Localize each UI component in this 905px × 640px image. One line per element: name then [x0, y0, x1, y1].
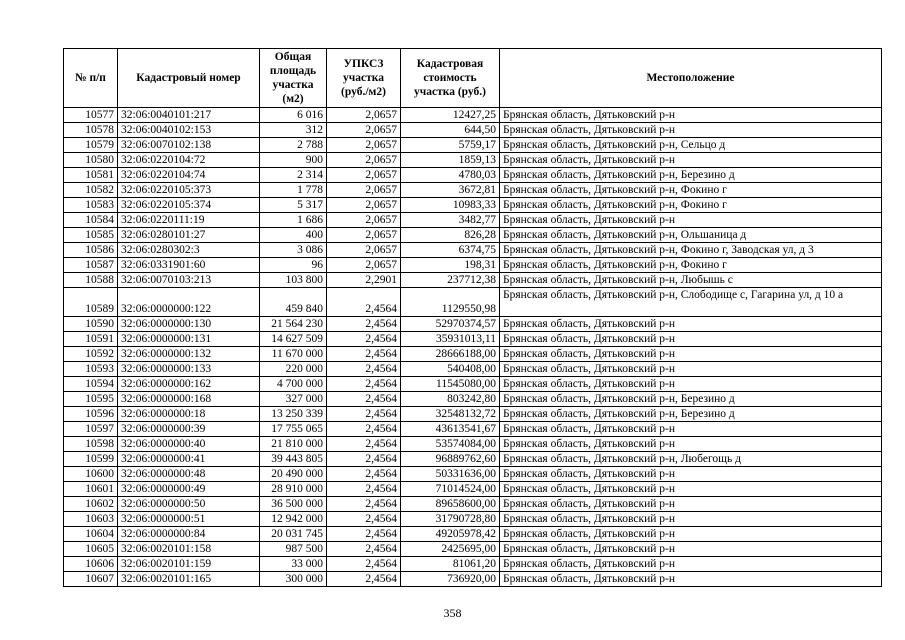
row-num-cell: 10601: [64, 482, 118, 497]
row-num-cell: 10589: [64, 288, 118, 317]
location-cell: Брянская область, Дятьковский р-н, Березино д: [500, 168, 882, 183]
row-num-cell: 10598: [64, 437, 118, 452]
cadastral-cost-cell: 35931013,11: [401, 332, 500, 347]
cadastral-number-cell: 32:06:0040101:217: [118, 108, 260, 123]
row-num-cell: 10593: [64, 362, 118, 377]
cadastral-number-cell: 32:06:0000000:122: [118, 288, 260, 317]
cadastral-cost-cell: 53574084,00: [401, 437, 500, 452]
location-cell: Брянская область, Дятьковский р-н: [500, 542, 882, 557]
area-cell: 13 250 339: [260, 407, 327, 422]
area-cell: 12 942 000: [260, 512, 327, 527]
table-row: [64, 482, 882, 497]
row-num-cell: 10578: [64, 123, 118, 138]
location-cell: Брянская область, Дятьковский р-н: [500, 213, 882, 228]
row-num-cell: 10579: [64, 138, 118, 153]
location-cell: Брянская область, Дятьковский р-н: [500, 482, 882, 497]
table-row: [64, 153, 882, 168]
area-cell: 300 000: [260, 572, 327, 587]
cadastral-number-cell: 32:06:0000000:131: [118, 332, 260, 347]
cadastral-cost-cell: 1129550,98: [401, 288, 500, 317]
cadastral-cost-cell: 644,50: [401, 123, 500, 138]
row-num-cell: 10600: [64, 467, 118, 482]
table-row: [64, 407, 882, 422]
upksz-cell: 2,4564: [327, 572, 401, 587]
location-cell: Брянская область, Дятьковский р-н, Березино д: [500, 407, 882, 422]
row-num-cell: 10592: [64, 347, 118, 362]
area-cell: 3 086: [260, 243, 327, 258]
table-row: [64, 228, 882, 243]
upksz-cell: 2,4564: [327, 332, 401, 347]
header-num: № п/п: [64, 49, 118, 108]
upksz-cell: 2,0657: [327, 243, 401, 258]
upksz-cell: 2,0657: [327, 228, 401, 243]
cadastral-cost-cell: 50331636,00: [401, 467, 500, 482]
cadastral-cost-cell: 31790728,80: [401, 512, 500, 527]
location-cell: Брянская область, Дятьковский р-н, Любегощь д: [500, 452, 882, 467]
cadastral-cost-cell: 1859,13: [401, 153, 500, 168]
row-num-cell: 10585: [64, 228, 118, 243]
location-cell: Брянская область, Дятьковский р-н: [500, 467, 882, 482]
upksz-cell: 2,0657: [327, 108, 401, 123]
cadastral-cost-cell: 540408,00: [401, 362, 500, 377]
cadastral-cost-cell: 52970374,57: [401, 317, 500, 332]
upksz-cell: 2,4564: [327, 392, 401, 407]
location-cell: Брянская область, Дятьковский р-н: [500, 512, 882, 527]
upksz-cell: 2,4564: [327, 407, 401, 422]
upksz-cell: 2,0657: [327, 153, 401, 168]
cadastral-number-cell: 32:06:0040102:153: [118, 123, 260, 138]
cadastral-cost-cell: 11545080,00: [401, 377, 500, 392]
location-cell: Брянская область, Дятьковский р-н, Любышь с: [500, 273, 882, 288]
upksz-cell: 2,0657: [327, 198, 401, 213]
cadastral-cost-cell: 96889762,60: [401, 452, 500, 467]
area-cell: 39 443 805: [260, 452, 327, 467]
area-cell: 900: [260, 153, 327, 168]
cadastral-table: [63, 48, 882, 587]
upksz-cell: 2,4564: [327, 362, 401, 377]
location-cell: Брянская область, Дятьковский р-н, Слободище с, Гагарина ул, д 10 а: [500, 288, 882, 317]
location-cell: Брянская область, Дятьковский р-н, Фокино г, Заводская ул, д 3: [500, 243, 882, 258]
cadastral-cost-cell: 198,31: [401, 258, 500, 273]
table-row: [64, 362, 882, 377]
table-row: [64, 377, 882, 392]
cadastral-cost-cell: 3672,81: [401, 183, 500, 198]
page-number: 358: [443, 606, 462, 620]
table-row: [64, 437, 882, 452]
row-num-cell: 10599: [64, 452, 118, 467]
header-location: Местоположение: [500, 49, 882, 108]
row-num-cell: 10591: [64, 332, 118, 347]
area-cell: 4 700 000: [260, 377, 327, 392]
cadastral-cost-cell: 5759,17: [401, 138, 500, 153]
cadastral-number-cell: 32:06:0020101:165: [118, 572, 260, 587]
area-cell: 36 500 000: [260, 497, 327, 512]
table-row: [64, 452, 882, 467]
cadastral-number-cell: 32:06:0220111:19: [118, 213, 260, 228]
upksz-cell: 2,0657: [327, 138, 401, 153]
upksz-cell: 2,2901: [327, 273, 401, 288]
area-cell: 33 000: [260, 557, 327, 572]
location-cell: Брянская область, Дятьковский р-н: [500, 153, 882, 168]
cadastral-cost-cell: 4780,03: [401, 168, 500, 183]
cadastral-number-cell: 32:06:0000000:132: [118, 347, 260, 362]
cadastral-cost-cell: 3482,77: [401, 213, 500, 228]
cadastral-number-cell: 32:06:0000000:41: [118, 452, 260, 467]
area-cell: 96: [260, 258, 327, 273]
location-cell: Брянская область, Дятьковский р-н: [500, 108, 882, 123]
cadastral-cost-cell: 803242,80: [401, 392, 500, 407]
area-cell: 21 810 000: [260, 437, 327, 452]
cadastral-number-cell: 32:06:0000000:40: [118, 437, 260, 452]
location-cell: Брянская область, Дятьковский р-н: [500, 527, 882, 542]
table-row: [64, 198, 882, 213]
location-cell: Брянская область, Дятьковский р-н, Фокино г: [500, 258, 882, 273]
cadastral-number-cell: 32:06:0000000:39: [118, 422, 260, 437]
area-cell: 312: [260, 123, 327, 138]
upksz-cell: 2,4564: [327, 482, 401, 497]
row-num-cell: 10595: [64, 392, 118, 407]
cadastral-number-cell: 32:06:0000000:84: [118, 527, 260, 542]
row-num-cell: 10602: [64, 497, 118, 512]
upksz-cell: 2,4564: [327, 288, 401, 317]
table-row: [64, 213, 882, 228]
table-row: [64, 512, 882, 527]
area-cell: 20 031 745: [260, 527, 327, 542]
table-row: [64, 572, 882, 587]
upksz-cell: 2,4564: [327, 527, 401, 542]
location-cell: Брянская область, Дятьковский р-н, Сельцо д: [500, 138, 882, 153]
upksz-cell: 2,4564: [327, 467, 401, 482]
table-row: [64, 273, 882, 288]
location-cell: Брянская область, Дятьковский р-н, Фокино г: [500, 183, 882, 198]
location-cell: Брянская область, Дятьковский р-н: [500, 497, 882, 512]
table-row: [64, 258, 882, 273]
upksz-cell: 2,4564: [327, 542, 401, 557]
area-cell: 1 686: [260, 213, 327, 228]
cadastral-cost-cell: 10983,33: [401, 198, 500, 213]
row-num-cell: 10597: [64, 422, 118, 437]
location-cell: Брянская область, Дятьковский р-н: [500, 123, 882, 138]
header-cadastral-number: Кадастровый номер: [118, 49, 260, 108]
table-row: [64, 317, 882, 332]
cadastral-cost-cell: 736920,00: [401, 572, 500, 587]
row-num-cell: 10587: [64, 258, 118, 273]
cadastral-cost-cell: 71014524,00: [401, 482, 500, 497]
table-row: [64, 288, 882, 317]
cadastral-number-cell: 32:06:0020101:158: [118, 542, 260, 557]
area-cell: 11 670 000: [260, 347, 327, 362]
row-num-cell: 10584: [64, 213, 118, 228]
location-cell: Брянская область, Дятьковский р-н: [500, 572, 882, 587]
upksz-cell: 2,4564: [327, 557, 401, 572]
cadastral-number-cell: 32:06:0280101:27: [118, 228, 260, 243]
area-cell: 459 840: [260, 288, 327, 317]
area-cell: 28 910 000: [260, 482, 327, 497]
area-cell: 987 500: [260, 542, 327, 557]
table-row: [64, 497, 882, 512]
location-cell: Брянская область, Дятьковский р-н: [500, 437, 882, 452]
row-num-cell: 10582: [64, 183, 118, 198]
cadastral-number-cell: 32:06:0000000:51: [118, 512, 260, 527]
location-cell: Брянская область, Дятьковский р-н, Ольшаница д: [500, 228, 882, 243]
upksz-cell: 2,4564: [327, 422, 401, 437]
area-cell: 14 627 509: [260, 332, 327, 347]
row-num-cell: 10605: [64, 542, 118, 557]
row-num-cell: 10581: [64, 168, 118, 183]
row-num-cell: 10577: [64, 108, 118, 123]
row-num-cell: 10583: [64, 198, 118, 213]
upksz-cell: 2,4564: [327, 497, 401, 512]
area-cell: 400: [260, 228, 327, 243]
area-cell: 20 490 000: [260, 467, 327, 482]
upksz-cell: 2,4564: [327, 437, 401, 452]
cadastral-cost-cell: 89658600,00: [401, 497, 500, 512]
cadastral-number-cell: 32:06:0000000:162: [118, 377, 260, 392]
table-row: [64, 138, 882, 153]
row-num-cell: 10580: [64, 153, 118, 168]
cadastral-number-cell: 32:06:0000000:133: [118, 362, 260, 377]
table-row: [64, 542, 882, 557]
upksz-cell: 2,0657: [327, 213, 401, 228]
location-cell: Брянская область, Дятьковский р-н, Фокино г: [500, 198, 882, 213]
cadastral-number-cell: 32:06:0220105:374: [118, 198, 260, 213]
cadastral-cost-cell: 2425695,00: [401, 542, 500, 557]
cadastral-number-cell: 32:06:0000000:130: [118, 317, 260, 332]
cadastral-cost-cell: 826,28: [401, 228, 500, 243]
cadastral-number-cell: 32:06:0220104:74: [118, 168, 260, 183]
area-cell: 2 788: [260, 138, 327, 153]
row-num-cell: 10604: [64, 527, 118, 542]
row-num-cell: 10607: [64, 572, 118, 587]
table-row: [64, 467, 882, 482]
row-num-cell: 10590: [64, 317, 118, 332]
area-cell: 5 317: [260, 198, 327, 213]
location-cell: Брянская область, Дятьковский р-н, Березино д: [500, 392, 882, 407]
cadastral-cost-cell: 12427,25: [401, 108, 500, 123]
area-cell: 21 564 230: [260, 317, 327, 332]
cadastral-number-cell: 32:06:0000000:49: [118, 482, 260, 497]
cadastral-cost-cell: 237712,38: [401, 273, 500, 288]
table-row: [64, 168, 882, 183]
upksz-cell: 2,4564: [327, 377, 401, 392]
row-num-cell: 10588: [64, 273, 118, 288]
upksz-cell: 2,0657: [327, 168, 401, 183]
location-cell: Брянская область, Дятьковский р-н: [500, 332, 882, 347]
table-header-row: [64, 49, 882, 108]
upksz-cell: 2,4564: [327, 317, 401, 332]
cadastral-cost-cell: 43613541,67: [401, 422, 500, 437]
row-num-cell: 10603: [64, 512, 118, 527]
table-row: [64, 347, 882, 362]
upksz-cell: 2,4564: [327, 452, 401, 467]
cadastral-number-cell: 32:06:0220105:373: [118, 183, 260, 198]
location-cell: Брянская область, Дятьковский р-н: [500, 377, 882, 392]
cadastral-number-cell: 32:06:0070103:213: [118, 273, 260, 288]
header-area: Общая площадь участка (м2): [260, 49, 327, 108]
location-cell: Брянская область, Дятьковский р-н: [500, 557, 882, 572]
table-row: [64, 243, 882, 258]
upksz-cell: 2,0657: [327, 183, 401, 198]
header-upksz: УПКСЗ участка (руб./м2): [327, 49, 401, 108]
cadastral-cost-cell: 6374,75: [401, 243, 500, 258]
table-row: [64, 557, 882, 572]
row-num-cell: 10606: [64, 557, 118, 572]
table-row: [64, 108, 882, 123]
table-row: [64, 123, 882, 138]
upksz-cell: 2,4564: [327, 347, 401, 362]
table-row: [64, 392, 882, 407]
row-num-cell: 10594: [64, 377, 118, 392]
cadastral-number-cell: 32:06:0331901:60: [118, 258, 260, 273]
location-cell: Брянская область, Дятьковский р-н: [500, 422, 882, 437]
cadastral-number-cell: 32:06:0020101:159: [118, 557, 260, 572]
cadastral-number-cell: 32:06:0000000:18: [118, 407, 260, 422]
area-cell: 2 314: [260, 168, 327, 183]
table-row: [64, 183, 882, 198]
cadastral-number-cell: 32:06:0220104:72: [118, 153, 260, 168]
row-num-cell: 10596: [64, 407, 118, 422]
upksz-cell: 2,4564: [327, 512, 401, 527]
cadastral-cost-cell: 49205978,42: [401, 527, 500, 542]
upksz-cell: 2,0657: [327, 258, 401, 273]
cadastral-number-cell: 32:06:0280302:3: [118, 243, 260, 258]
area-cell: 327 000: [260, 392, 327, 407]
cadastral-number-cell: 32:06:0070102:138: [118, 138, 260, 153]
cadastral-number-cell: 32:06:0000000:48: [118, 467, 260, 482]
cadastral-number-cell: 32:06:0000000:168: [118, 392, 260, 407]
row-num-cell: 10586: [64, 243, 118, 258]
upksz-cell: 2,0657: [327, 123, 401, 138]
area-cell: 6 016: [260, 108, 327, 123]
area-cell: 1 778: [260, 183, 327, 198]
cadastral-number-cell: 32:06:0000000:50: [118, 497, 260, 512]
area-cell: 17 755 065: [260, 422, 327, 437]
cadastral-cost-cell: 81061,20: [401, 557, 500, 572]
header-cadastral-cost: Кадастровая стоимость участка (руб.): [401, 49, 500, 108]
area-cell: 220 000: [260, 362, 327, 377]
table-row: [64, 332, 882, 347]
cadastral-cost-cell: 32548132,72: [401, 407, 500, 422]
table-row: [64, 527, 882, 542]
cadastral-cost-cell: 28666188,00: [401, 347, 500, 362]
area-cell: 103 800: [260, 273, 327, 288]
location-cell: Брянская область, Дятьковский р-н: [500, 317, 882, 332]
location-cell: Брянская область, Дятьковский р-н: [500, 347, 882, 362]
table-row: [64, 422, 882, 437]
location-cell: Брянская область, Дятьковский р-н: [500, 362, 882, 377]
